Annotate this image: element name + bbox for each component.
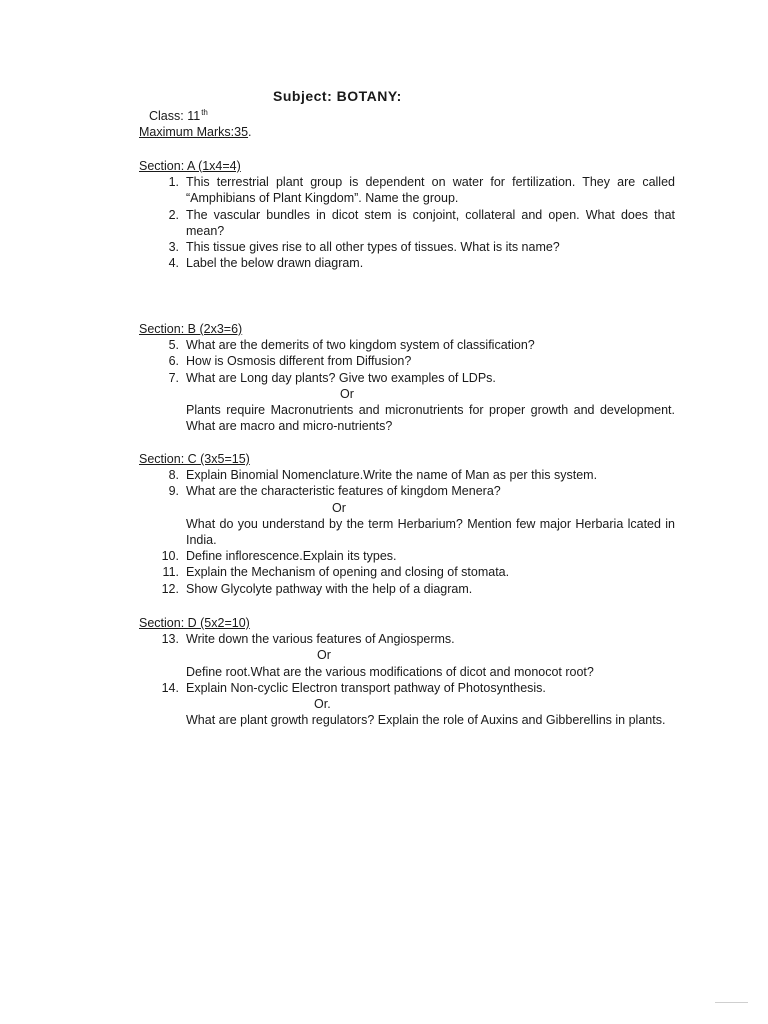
section-c-heading: Section: C (3x5=15) — [139, 452, 250, 466]
section-b — [139, 321, 675, 434]
question-text: Define inflorescence.Explain its types. — [186, 549, 397, 564]
or-separator: Or — [340, 386, 354, 401]
question-text: Explain Non-cyclic Electron transport pathway of Photosynthesis. — [186, 680, 546, 695]
question-11 — [139, 564, 675, 580]
question-text: What are the demerits of two kingdom system of classification? — [186, 338, 535, 353]
question-7-alternative: Plants require Macronutrients and micronutrients for proper growth and development. What are macro and micro-nutrients? — [186, 403, 675, 434]
question-number: 11. — [162, 565, 179, 580]
section-d-heading: Section: D (5x2=10) — [139, 616, 250, 630]
or-separator: Or — [317, 648, 331, 663]
question-text: What are the characteristic features of kingdom Menera? — [186, 484, 501, 499]
section-c — [139, 451, 675, 597]
or-separator: Or. — [314, 697, 331, 712]
question-text: Label the below drawn diagram. — [186, 256, 364, 271]
question-14-alternative: What are plant growth regulators? Explain the role of Auxins and Gibberellins in plants. — [186, 713, 666, 728]
question-7 — [139, 370, 675, 386]
question-2 — [139, 207, 675, 239]
question-text: How is Osmosis different from Diffusion? — [186, 354, 412, 369]
question-14 — [139, 680, 675, 696]
question-number: 1. — [168, 175, 179, 190]
question-number: 3. — [168, 240, 179, 255]
question-number: 5. — [168, 338, 179, 353]
footer-rule — [715, 1002, 748, 1003]
subject-title: Subject: BOTANY: — [273, 88, 402, 104]
question-6 — [139, 353, 675, 369]
section-a-heading: Section: A (1x4=4) — [139, 159, 241, 173]
maximum-marks-label: Maximum Marks:35 — [139, 125, 249, 139]
maximum-marks — [139, 125, 252, 139]
class-label: Class: 11 — [149, 109, 201, 123]
question-10 — [139, 548, 675, 564]
section-d — [139, 615, 675, 728]
question-13 — [139, 631, 675, 647]
question-text: Explain Binomial Nomenclature.Write the name of Man as per this system. — [186, 468, 598, 483]
question-number: 10. — [161, 549, 179, 564]
question-number: 12. — [161, 581, 179, 596]
question-text: This tissue gives rise to all other types of tissues. What is its name? — [186, 240, 560, 255]
question-4 — [139, 255, 675, 271]
question-12 — [139, 581, 675, 597]
question-text: Write down the various features of Angiosperms. — [186, 632, 455, 647]
question-number: 13. — [161, 632, 179, 647]
question-number: 6. — [168, 354, 179, 369]
question-text: Show Glycolyte pathway with the help of a diagram. — [186, 581, 473, 596]
section-b-heading: Section: B (2x3=6) — [139, 322, 243, 336]
or-separator: Or — [332, 500, 346, 515]
question-5 — [139, 337, 675, 353]
section-a — [139, 158, 675, 271]
question-number: 9. — [168, 484, 179, 499]
question-number: 7. — [168, 370, 179, 385]
question-9-alternative: What do you understand by the term Herbarium? Mention few major Herbaria lcated in India. — [186, 516, 675, 548]
question-number: 2. — [168, 207, 179, 222]
question-number: 14. — [161, 680, 179, 695]
question-number: 4. — [168, 256, 179, 271]
question-text: This terrestrial plant group is dependent on water for fertilization. They are called “Amphibians of Plant Kingdom”. Name the group. — [186, 175, 675, 206]
class-superscript: th — [201, 108, 208, 117]
question-8 — [139, 467, 675, 483]
question-3 — [139, 239, 675, 255]
question-text: Explain the Mechanism of opening and closing of stomata. — [186, 565, 510, 580]
maximum-marks-dot: . — [248, 125, 252, 139]
question-13-alternative: Define root.What are the various modifications of dicot and monocot root? — [186, 664, 594, 679]
question-text: What are Long day plants? Give two examples of LDPs. — [186, 370, 496, 385]
question-1 — [139, 174, 675, 206]
question-number: 8. — [168, 468, 179, 483]
question-9 — [139, 483, 675, 499]
class-line — [149, 108, 208, 123]
question-text: The vascular bundles in dicot stem is conjoint, collateral and open. What does that mean? — [186, 207, 675, 238]
